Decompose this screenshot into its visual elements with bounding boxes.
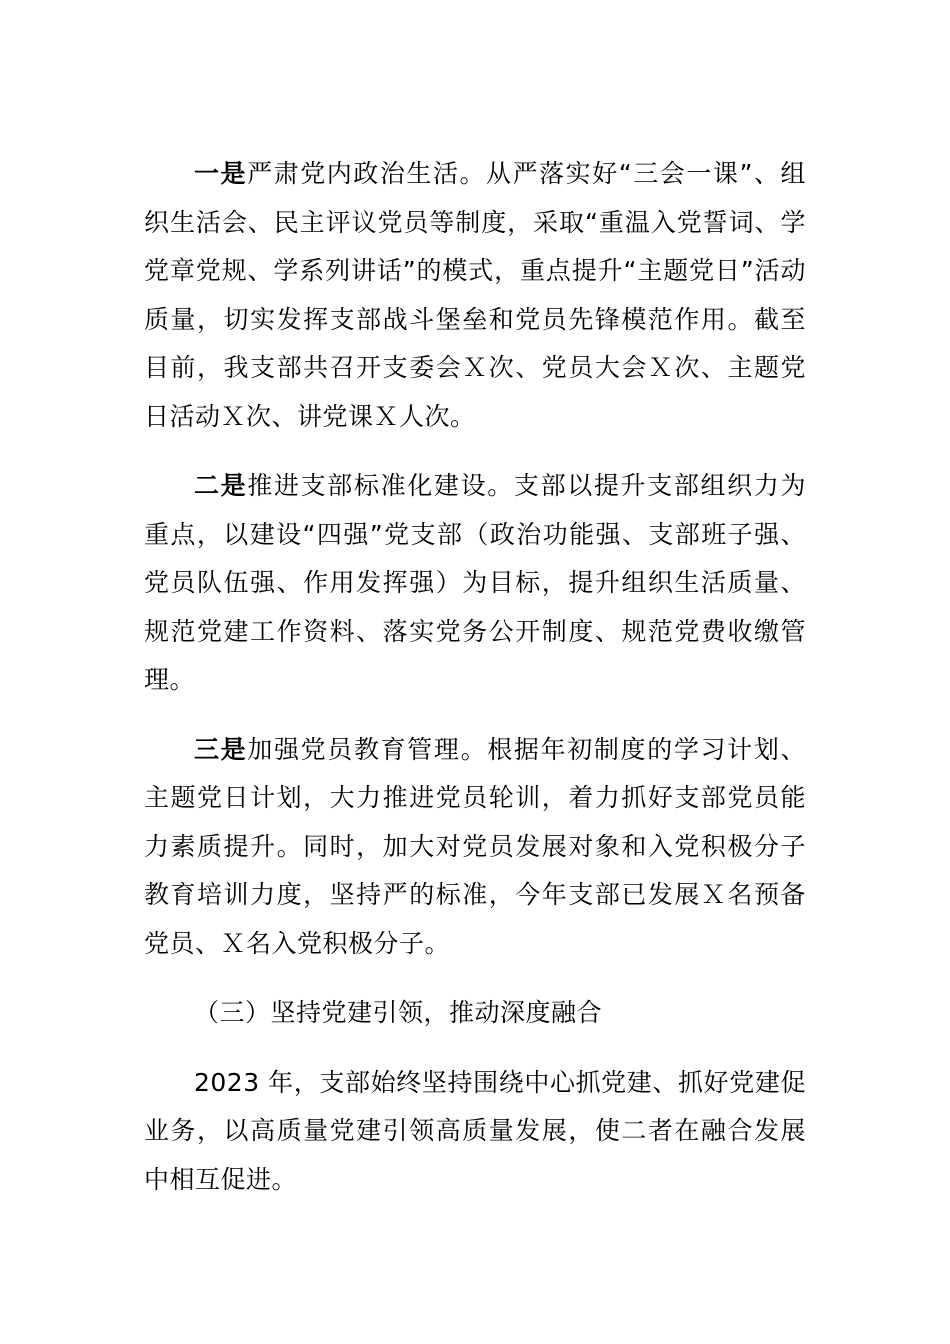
paragraph-lead: 三是 [194,734,248,764]
paragraph-text: 严肃党内政治生活。从严落实好“三会一课”、组织生活会、民主评议党员等制度，采取“重温入党誓词、学党章党规、学系列讲话”的模式，重点提升“主题党日”活动质量，切实发挥支部战斗堡垒和党员先锋模范作用。截至目前，我支部共召开支委会Ｘ次、党员大会Ｘ次、主题党日活动Ｘ次、讲党课Ｘ人次。 [144,159,806,431]
paragraph-point-three [144,726,806,969]
paragraph-point-one [144,150,806,441]
paragraph-lead: 二是 [194,471,248,500]
section-heading [144,989,806,1038]
paragraph-lead: 一是 [194,159,248,188]
paragraph-text: 2023 年，支部始终坚持围绕中心抓党建、抓好党建促业务，以高质量党建引领高质量发展，使二者在融合发展中相互促进。 [144,1067,806,1194]
paragraph-text: 推进支部标准化建设。支部以提升支部组织力为重点，以建设“四强”党支部（政治功能强、支部班子强、党员队伍强、作用发挥强）为目标，提升组织生活质量、规范党建工作资料、落实党务公开制度、规范党费收缴管理。 [144,471,806,694]
section-heading-text: （三）坚持党建引领，推动深度融合 [194,998,603,1027]
paragraph-summary [144,1059,806,1205]
paragraph-text: 加强党员教育管理。根据年初制度的学习计划、主题党日计划，大力推进党员轮训，着力抓好支部党员能力素质提升。同时，加大对党员发展对象和入党积极分子教育培训力度，坚持严的标准，今年支部已发展Ｘ名预备党员、Ｘ名入党积极分子。 [144,734,806,958]
document-page [144,150,806,1204]
paragraph-point-two [144,462,806,705]
